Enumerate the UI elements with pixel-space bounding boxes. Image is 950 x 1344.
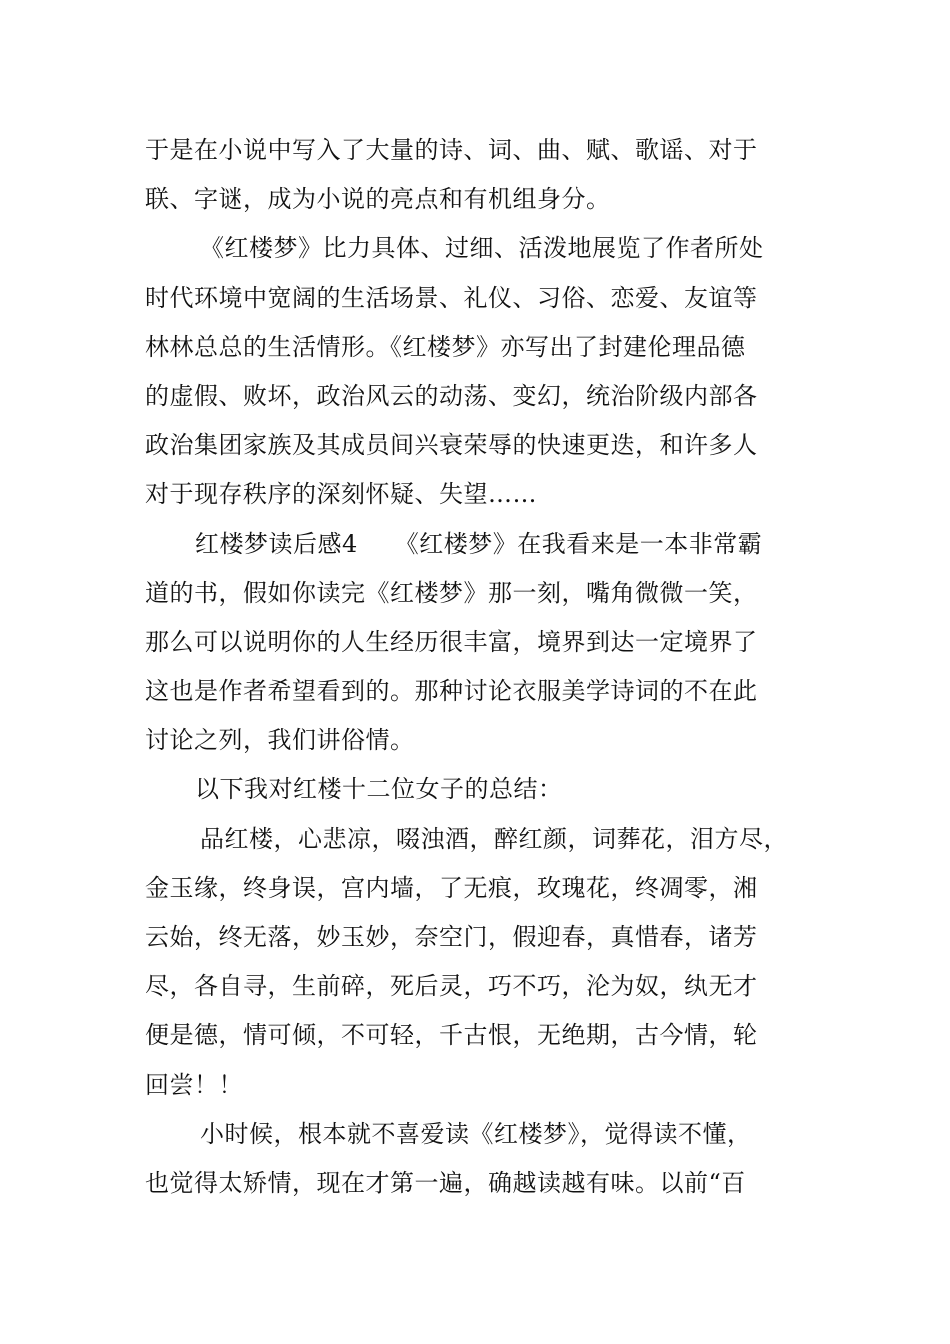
text-line: 这也是作者希望看到的。那种讨论衣服美学诗词的不在此 (145, 677, 758, 706)
text-line: 也觉得太矫情，现在才第一遍，确越读越有味。以前“百 (145, 1168, 746, 1197)
text-line: 政治集团家族及其成员间兴衰荣辱的快速更迭，和许多人 (145, 431, 758, 460)
text-line: 便是德，情可倾，不可轻，千古恨，无绝期，古今情，轮 (145, 1021, 758, 1050)
text-line: 尽，各自寻，生前碎，死后灵，巧不巧，沦为奴，纨无才 (145, 972, 758, 1001)
paragraph-start-line: 品红楼，心悲凉，啜浊酒，醉红颜，词葬花，泪方尽， (200, 824, 788, 853)
text-line: 林林总总的生活情形。《红楼梦》亦写出了封建伦理品德 (145, 332, 746, 361)
text-line: 对于现存秩序的深刻怀疑、失望…… (145, 480, 537, 509)
text-line: 道的书，假如你读完《红楼梦》那一刻，嘴角微微一笑， (145, 578, 758, 607)
text-line: 那么可以说明你的人生经历很丰富，境界到达一定境界了 (145, 627, 758, 656)
text-line: 时代环境中宽阔的生活场景、礼仪、习俗、恋爱、友谊等 (145, 283, 758, 312)
text-line: 金玉缘，终身误，宫内墙，了无痕，玫瑰花，终凋零，湘 (145, 873, 758, 902)
text-line: 于是在小说中写入了大量的诗、词、曲、赋、歌谣、对于 (145, 136, 758, 164)
text-line: 讨论之列，我们讲俗情。 (145, 726, 415, 755)
paragraph-start-line: 以下我对红楼十二位女子的总结： (195, 775, 563, 804)
body-text (145, 126, 825, 1208)
paragraph-start-line: 小时候，根本就不喜爱读《红楼梦》，觉得读不懂， (200, 1119, 752, 1148)
text-line: 的虚假、败坏，政治风云的动荡、变幻，统治阶级内部各 (145, 381, 758, 410)
paragraph-start-line: 《红楼梦》比力具体、过细、活泼地展览了作者所处 (200, 234, 764, 263)
text-line: 联、字谜，成为小说的亮点和有机组身分。 (145, 185, 611, 214)
text-line: 云始，终无落，妙玉妙，奈空门，假迎春，真惜春，诸芳 (145, 923, 758, 951)
text-line: 回尝！！ (145, 1070, 243, 1099)
section-heading-line: 红楼梦读后感4 《红楼梦》在我看来是一本非常霸 (195, 529, 763, 558)
